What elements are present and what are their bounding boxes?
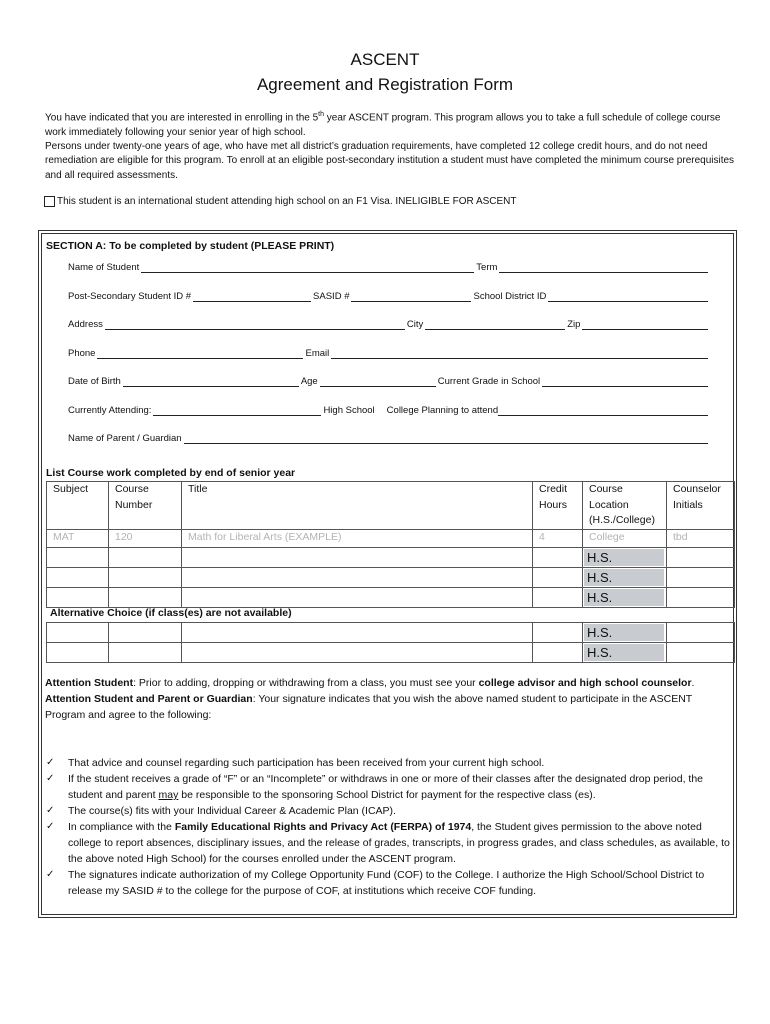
title-cell[interactable] [182, 568, 533, 588]
checkmark-icon: ✓ [46, 869, 55, 880]
title-cell[interactable] [182, 643, 533, 663]
high-school-label: High School [323, 405, 375, 416]
credit-cell[interactable] [533, 568, 583, 588]
number-cell[interactable] [109, 643, 182, 663]
attention-student-end: . [691, 677, 695, 689]
list-item [45, 755, 735, 771]
initials-cell[interactable] [667, 548, 735, 568]
attending-label: Currently Attending: [68, 405, 152, 416]
initials-cell[interactable] [667, 643, 735, 663]
checkmark-icon: ✓ [46, 773, 55, 784]
attention-parent-text: : Your signature indicates that you wish the above named student to participate in the ASCENT Program and agree to the following: [45, 693, 693, 721]
initials-cell[interactable] [667, 623, 735, 643]
table-row [47, 588, 735, 608]
location-dropdown[interactable]: H.S. [584, 569, 664, 586]
zip-field[interactable] [582, 319, 708, 330]
number-cell[interactable] [109, 588, 182, 608]
district-field[interactable] [548, 291, 708, 302]
intro-p1-after: year ASCENT program. This program allows you to take a full schedule of college course work immediately following your senior year of high school. [45, 112, 721, 138]
intro-paragraph-1 [45, 108, 735, 140]
agreement-list [45, 755, 735, 899]
example-location: College [583, 530, 667, 548]
location-dropdown[interactable]: H.S. [584, 549, 664, 566]
coursework-heading: List Course work completed by end of senior year [46, 467, 296, 479]
list-item [45, 771, 735, 803]
subject-cell[interactable] [47, 623, 109, 643]
table-row [47, 568, 735, 588]
attention-student-text: : Prior to adding, dropping or withdrawing from a class, you must see your [133, 677, 479, 689]
grade-label: Current Grade in School [437, 376, 541, 387]
checkmark-icon: ✓ [46, 757, 55, 768]
psid-label: Post-Secondary Student ID # [68, 291, 192, 302]
term-field[interactable] [499, 262, 708, 273]
header-course-location: Course Location (H.S./College) [583, 482, 667, 530]
attention-parent-label: Attention Student and Parent or Guardian [45, 693, 253, 705]
attention-student-bold: college advisor and high school counselor [478, 677, 692, 689]
location-dropdown[interactable]: H.S. [584, 644, 664, 661]
email-label: Email [305, 348, 330, 359]
college-planning-field[interactable] [498, 405, 708, 416]
name-field[interactable] [141, 262, 474, 273]
title-cell[interactable] [182, 623, 533, 643]
list-item [45, 803, 735, 819]
attending-field[interactable] [153, 405, 321, 416]
zip-label: Zip [567, 319, 581, 330]
psid-field[interactable] [193, 291, 311, 302]
credit-cell[interactable] [533, 548, 583, 568]
sasid-label: SASID # [313, 291, 350, 302]
bullet-2-before: If the student receives a grade of “F” or an “Incomplete” or withdraws in one or more of their classes after the designated drop period, the student and parent [68, 773, 703, 801]
checkmark-icon: ✓ [46, 821, 55, 832]
bullet-4-bold: Family Educational Rights and Privacy Act (FERPA) of 1974 [174, 821, 472, 833]
credit-cell[interactable] [533, 643, 583, 663]
address-label: Address [68, 319, 103, 330]
coursework-header-row [47, 482, 735, 530]
intro-text [45, 108, 735, 183]
row-name-term [68, 262, 710, 273]
intro-paragraph-2: Persons under twenty-one years of age, who have met all district’s graduation requirements, have completed 12 college credit hours, and do not need remediation are eligible for this program. To enroll at an eligible post-secondary institution a student must have completed the minimum course prerequisites and all required assessments. [45, 140, 735, 181]
number-cell[interactable] [109, 548, 182, 568]
attention-parent [45, 691, 735, 723]
header-counselor-initials: Counselor Initials [667, 482, 735, 530]
title-cell[interactable] [182, 588, 533, 608]
intro-p1-sup: th [318, 111, 324, 118]
bullet-4-before: In compliance with the [68, 821, 175, 833]
location-cell [583, 623, 667, 643]
form-subtitle: Agreement and Registration Form [256, 75, 514, 94]
row-ids [68, 291, 710, 302]
row-parent [68, 433, 710, 444]
row-dob-age-grade [68, 376, 710, 387]
credit-cell[interactable] [533, 588, 583, 608]
grade-field[interactable] [542, 376, 708, 387]
location-dropdown[interactable]: H.S. [584, 624, 664, 641]
f1-visa-row [44, 196, 517, 207]
example-initials: tbd [667, 530, 735, 548]
example-number: 120 [109, 530, 182, 548]
location-dropdown[interactable]: H.S. [584, 589, 664, 606]
example-subject: MAT [47, 530, 109, 548]
list-item [45, 819, 735, 867]
attention-student [45, 675, 735, 691]
name-label: Name of Student [68, 262, 140, 273]
example-credit: 4 [533, 530, 583, 548]
f1-visa-checkbox[interactable] [44, 196, 55, 207]
alternative-heading: Alternative Choice (if class(es) are not available) [50, 607, 292, 619]
city-label: City [406, 319, 424, 330]
phone-field[interactable] [97, 348, 303, 359]
parent-field[interactable] [184, 433, 708, 444]
dob-field[interactable] [123, 376, 299, 387]
bullet-3-text: The course(s) fits with your Individual Career & Academic Plan (ICAP). [68, 805, 396, 817]
row-address [68, 319, 710, 330]
form-title: ASCENT [350, 50, 420, 69]
attention-student-label: Attention Student [45, 677, 134, 689]
subject-cell[interactable] [47, 588, 109, 608]
term-label: Term [476, 262, 498, 273]
table-row [47, 548, 735, 568]
bullet-2-after: be responsible to the sponsoring School District for payment for the respective class (es). [178, 789, 596, 801]
header-subject: Subject [47, 482, 109, 530]
attention-block [45, 675, 735, 723]
location-cell [583, 568, 667, 588]
list-item [45, 867, 735, 899]
credit-cell[interactable] [533, 623, 583, 643]
bullet-5-text: The signatures indicate authorization of my College Opportunity Fund (COF) to the College. I authorize the High School/School District to release my SASID # to the college for the purpose of COF, at institutions which receive COF funding. [68, 869, 705, 897]
subject-cell[interactable] [47, 643, 109, 663]
parent-label: Name of Parent / Guardian [68, 433, 182, 444]
location-cell [583, 643, 667, 663]
initials-cell[interactable] [667, 588, 735, 608]
header-course-number: Course Number [109, 482, 182, 530]
city-field[interactable] [425, 319, 565, 330]
section-a-heading: SECTION A: To be completed by student (PLEASE PRINT) [46, 240, 335, 252]
dob-label: Date of Birth [68, 376, 121, 387]
alternative-table [46, 622, 735, 663]
phone-label: Phone [68, 348, 96, 359]
table-row [47, 643, 735, 663]
bullet-2-underline: may [158, 789, 179, 801]
location-cell [583, 588, 667, 608]
district-label: School District ID [473, 291, 547, 302]
f1-visa-label: This student is an international student attending high school on an F1 Visa. INELIGIBLE FOR ASCENT [57, 196, 517, 207]
intro-p1-before: You have indicated that you are interested in enrolling in the 5 [45, 112, 319, 124]
title-cell[interactable] [182, 548, 533, 568]
table-row [47, 623, 735, 643]
subject-cell[interactable] [47, 548, 109, 568]
example-title: Math for Liberal Arts (EXAMPLE) [182, 530, 533, 548]
age-field[interactable] [320, 376, 436, 387]
number-cell[interactable] [109, 623, 182, 643]
email-field[interactable] [331, 348, 708, 359]
checkmark-icon: ✓ [46, 805, 55, 816]
coursework-table [46, 481, 735, 608]
bullet-1-text: That advice and counsel regarding such participation has been received from your current high school. [68, 757, 545, 769]
row-phone-email [68, 348, 710, 359]
college-planning-label: College Planning to attend [386, 405, 499, 416]
row-attending [68, 405, 710, 416]
header-title: Title [182, 482, 533, 530]
subject-cell[interactable] [47, 568, 109, 588]
location-cell [583, 548, 667, 568]
address-field[interactable] [105, 319, 405, 330]
age-label: Age [300, 376, 318, 387]
initials-cell[interactable] [667, 568, 735, 588]
bullet-4-after: , the Student gives permission to the above noted college to report absences, disciplinary issues, and the release of grades, transcripts, in progress grades, and class schedules, as available, to the above noted High School) for the courses enrolled under the ASCENT program. [68, 821, 730, 865]
header-credit-hours: Credit Hours [533, 482, 583, 530]
sasid-field[interactable] [351, 291, 471, 302]
example-row [47, 530, 735, 548]
number-cell[interactable] [109, 568, 182, 588]
